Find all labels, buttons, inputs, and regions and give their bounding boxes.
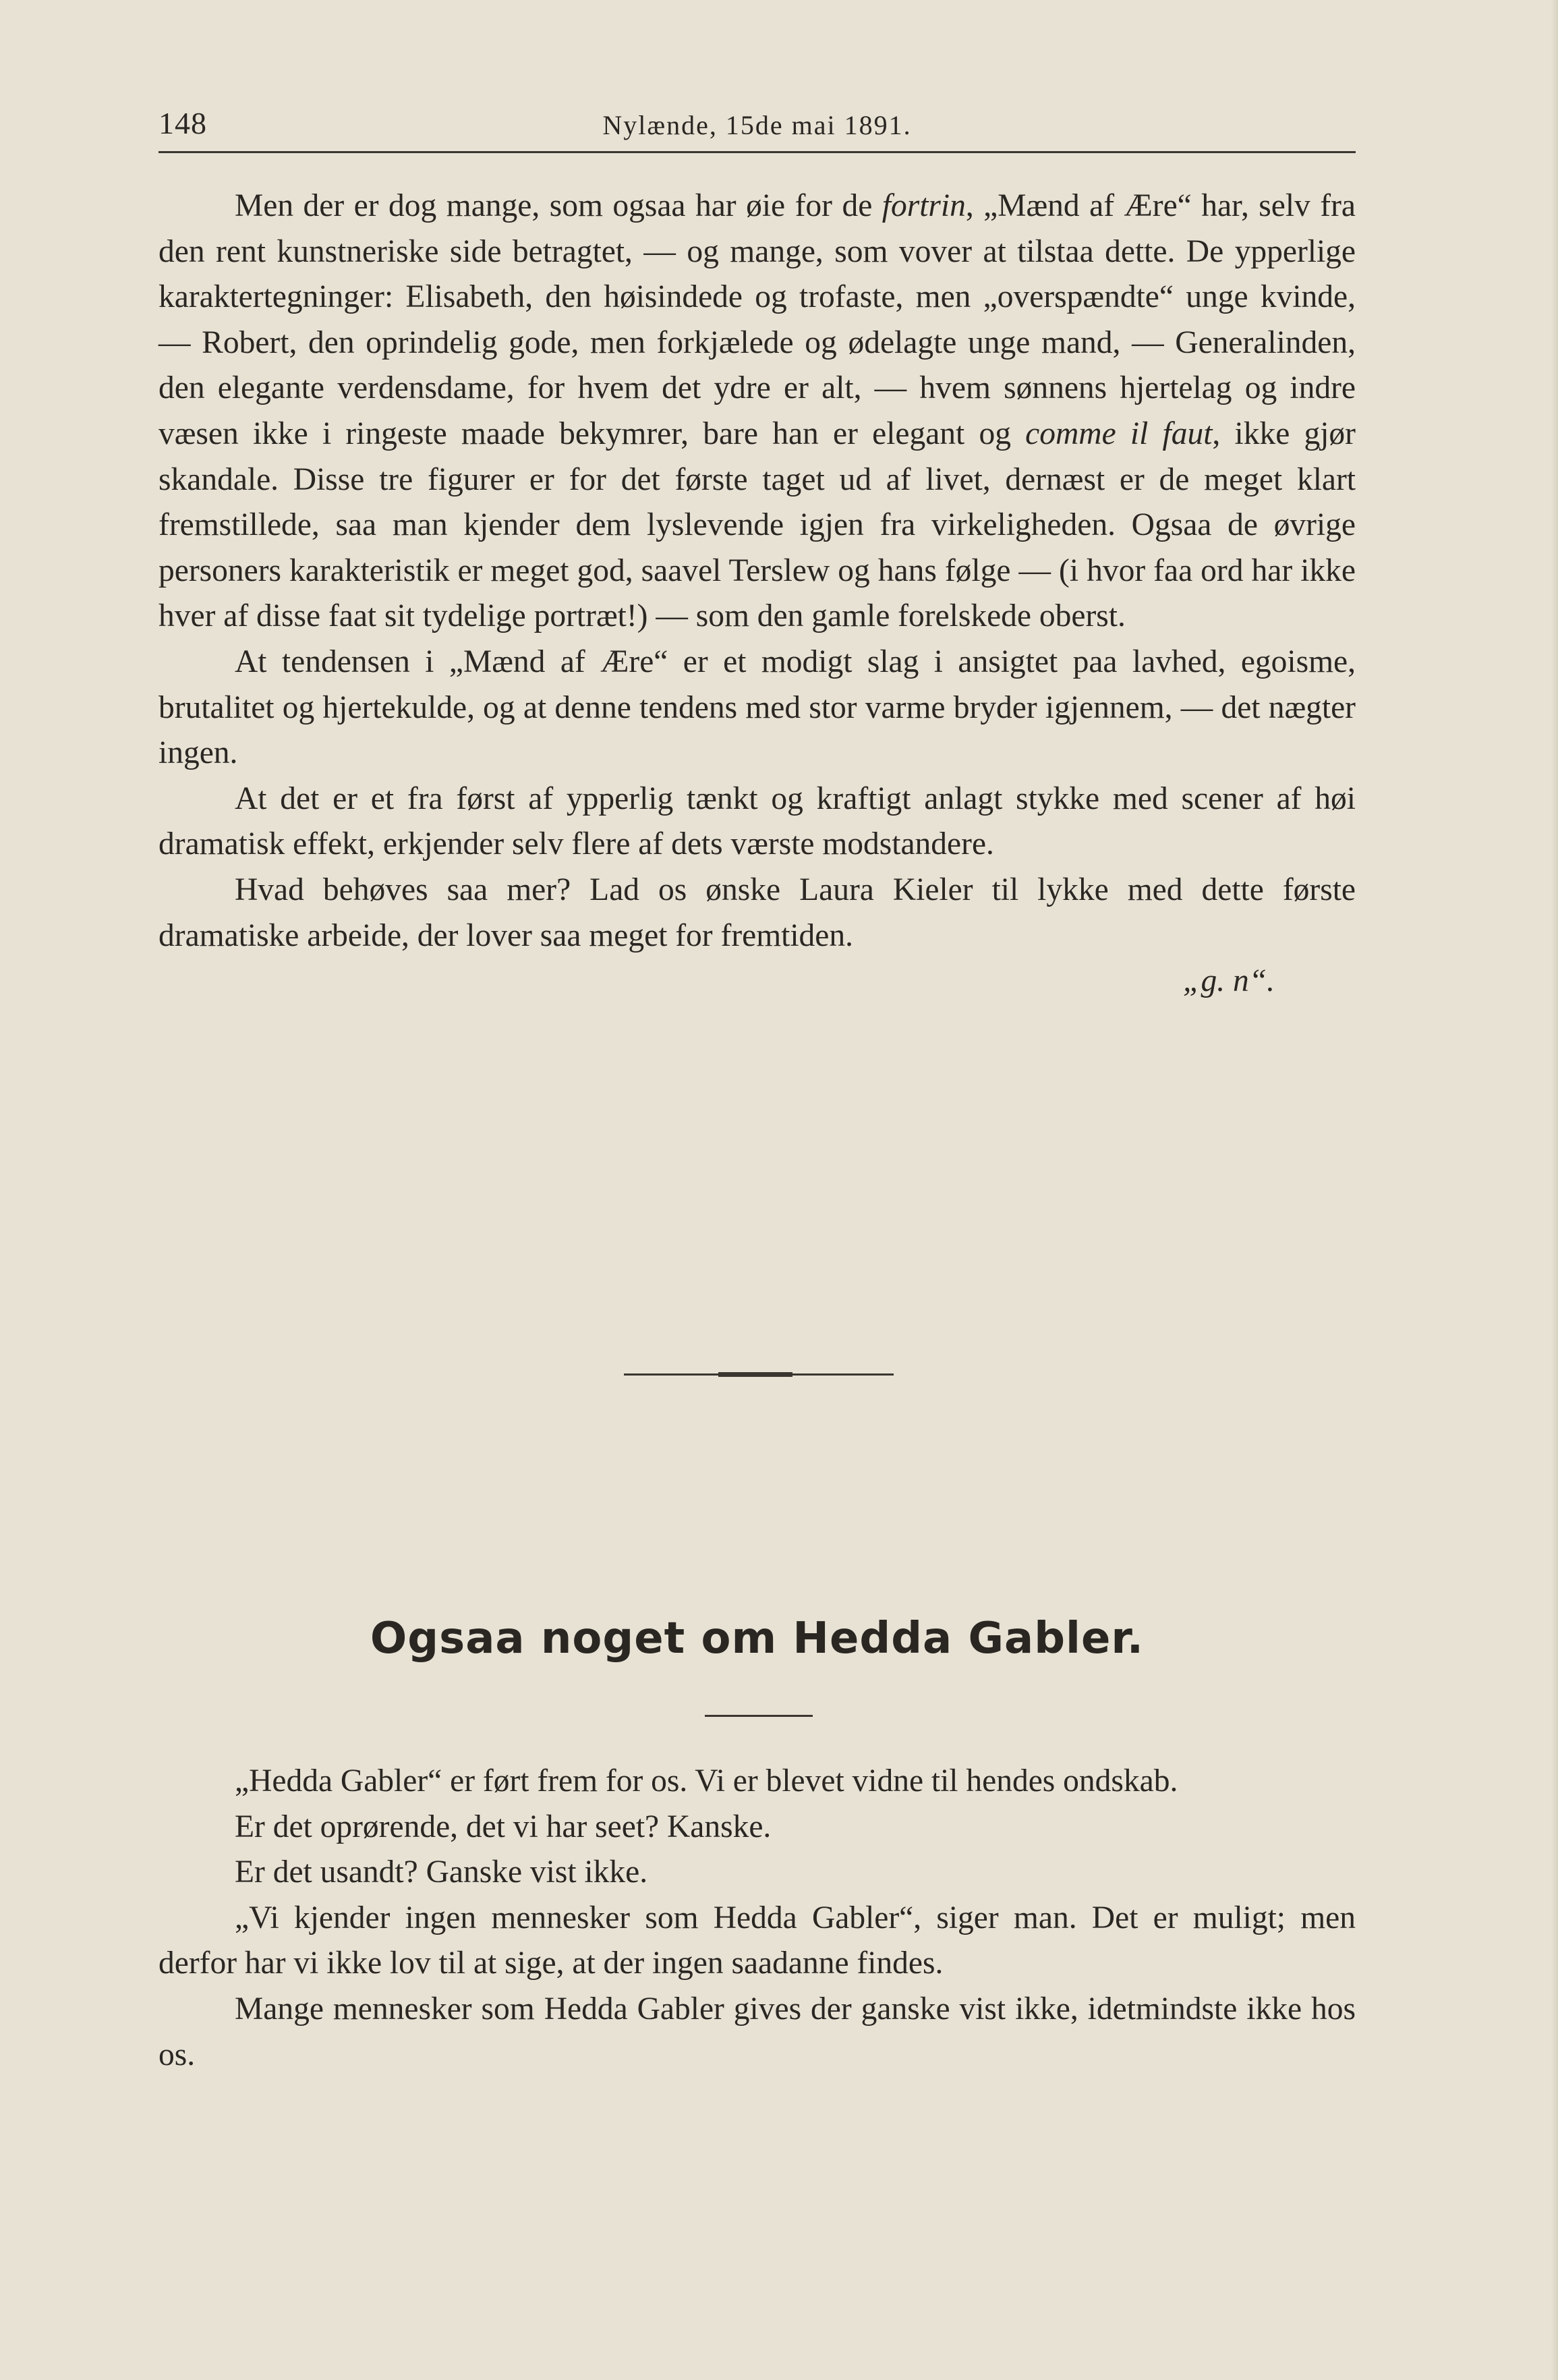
text-run: , „Mænd af Ære“ har, selv fra den rent kunstneriske side betragtet, — og mange, som vover at tilstaa dette. De ypperlige karaktertegninger: Elisabeth, den høisindede og trofaste, men „overspændte“ unge kvinde, — Robert, den oprindelig gode, men forkjælede og ødelagte unge mand, — Generalinden, den elegante verdensdame, for hvem det ydre er alt, — hvem sønnens hjertelag og indre væsen ikke i ringeste maade bekymrer, bare han er elegant og bbox=[158, 188, 1356, 451]
running-head: Nylænde, 15de mai 1891. bbox=[602, 110, 912, 140]
article-paragraph-3: Er det usandt? Ganske vist ikke. bbox=[235, 1854, 648, 1890]
header-rule bbox=[158, 151, 1356, 153]
text-run: , ikke gjør skandale. Disse tre figurer er for det første taget ud af livet, dernæst er de meget klart fremstillede, saa man kjender dem lyslevende igjen fra virkeligheden. Ogsaa de øvrige personers karakteristik er meget god, saavel Terslew og hans følge — (i hvor faa ord har ikke hver af disse faat sit tydelige portræt!) — som den gamle forelskede oberst. bbox=[158, 416, 1356, 634]
review-paragraph-3: At det er et fra først af ypperlig tænkt og kraftigt anlagt stykke med scener af høi dramatisk effekt, erkjender selv flere af dets værste modstandere. bbox=[158, 781, 1356, 862]
article-paragraph-5: Mange mennesker som Hedda Gabler gives der ganske vist ikke, idetmindste ikke hos os. bbox=[158, 1991, 1356, 2072]
review-paragraph-2: At tendensen i „Mænd af Ære“ er et modigt slag i ansigtet paa lavhed, egoisme, brutalitet og hjertekulde, og at denne tendens med stor varme bryder igjennem, — det nægter ingen. bbox=[158, 644, 1356, 771]
article-paragraph-2: Er det oprørende, det vi har seet? Kanske. bbox=[235, 1809, 772, 1844]
article-paragraph-4: „Vi kjender ingen mennesker som Hedda Gabler“, siger man. Det er muligt; men derfor har vi ikke lov til at sige, at der ingen saadanne findes. bbox=[158, 1900, 1356, 1981]
text-run: Men der er dog mange, som ogsaa har øie for de bbox=[235, 188, 882, 223]
page-number: 148 bbox=[158, 106, 207, 140]
review-text bbox=[158, 183, 1356, 1004]
article-paragraph-1: „Hedda Gabler“ er ført frem for os. Vi er blevet vidne til hendes ondskab. bbox=[235, 1763, 1178, 1798]
title-rule bbox=[705, 1715, 813, 1717]
page-header bbox=[158, 101, 1356, 148]
signature: „g. n“. bbox=[1183, 963, 1275, 999]
review-paragraph-1 bbox=[158, 183, 1356, 640]
italic-run: fortrin bbox=[882, 188, 966, 223]
page-edge bbox=[1551, 0, 1558, 2380]
article-text bbox=[158, 1759, 1356, 2078]
italic-run: comme il faut bbox=[1025, 416, 1213, 451]
review-paragraph-4: Hvad behøves saa mer? Lad os ønske Laura Kieler til lykke med dette første dramatiske arbeide, der lover saa meget for fremtiden. bbox=[158, 872, 1356, 953]
article-title: Ogsaa noget om Hedda Gabler. bbox=[370, 1614, 1145, 1664]
section-divider bbox=[624, 1373, 894, 1376]
